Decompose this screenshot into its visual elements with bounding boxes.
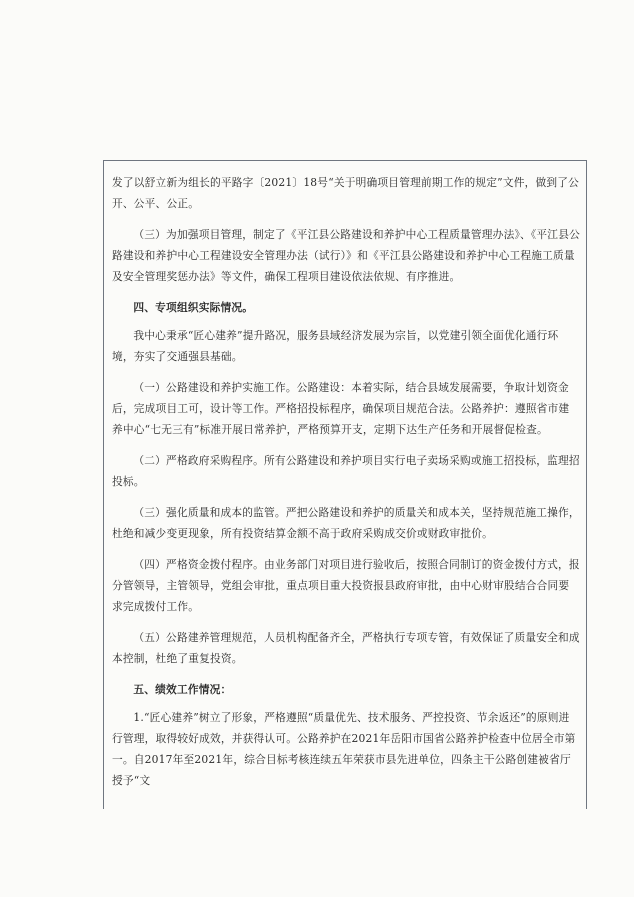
paragraph-continuation: 发了以舒立新为组长的平路字〔2021〕18号“关于明确项目管理前期工作的规定”文件，做到了公开、公平、公正。 (112, 176, 580, 210)
section-heading-special-organization: 四、专项组织实际情况。 (133, 301, 254, 314)
paragraph-project-management: （三）为加强项目管理，制定了《平江县公路建设和养护中心工程质量管理办法》、《平江县公路建设和养护中心工程建设安全管理办法（试行）》和《平江县公路建设和养护中心工程施工质量及安全管理奖惩办法》等文件，确保工程项目建设依法依规、有序推进。 (112, 228, 580, 283)
paragraph-management-standards: （五）公路建养管理规范，人员机构配备齐全，严格执行专项专管，有效保证了质量安全和成本控制，杜绝了重复投资。 (112, 631, 580, 665)
paragraph-center-mission: 我中心秉承“匠心建养”提升路况，服务县域经济发展为宗旨，以党建引领全面优化通行环境，夯实了交通强县基础。 (112, 329, 559, 363)
document-body (112, 172, 580, 791)
paragraph-construction-maintenance: （一）公路建设和养护实施工作。公路建设：本着实际，结合县域发展需要，争取计划资金后，完成项目工可，设计等工作。严格招投标程序，确保项目规范合法。公路养护：遵照省市建养中心“七无三有”标准开展日常养护，严格预算开支，定期下达生产任务和开展督促检查。 (112, 381, 570, 436)
section-heading-performance: 五、绩效工作情况： (133, 683, 232, 696)
paragraph-procurement: （二）严格政府采购程序。所有公路建设和养护项目实行电子卖场采购或施工招投标，监理招投标。 (112, 454, 580, 488)
paragraph-quality-cost: （三）强化质量和成本的监管。严把公路建设和养护的质量关和成本关，坚持规范施工操作，杜绝和减少变更现象，所有投资结算金额不高于政府采购成交价或财政审批价。 (112, 506, 580, 540)
paragraph-performance-results: 1.“匠心建养”树立了形象，严格遵照“质量优先、技术服务、严控投资、节余返还”的原则进行管理，取得较好成效，并获得认可。公路养护在2021年岳阳市国省公路养护检查中位居全市第一。自2017年至2021年，综合目标考核连续五年荣获市县先进单位，四条主干公路创建被省厅授予“文 (112, 711, 576, 787)
paragraph-fund-disbursement: （四）严格资金拨付程序。由业务部门对项目进行验收后，按照合同制订的资金拨付方式，报分管领导，主管领导，党组会审批，重点项目重大投资报县政府审批，由中心财审股结合合同要求完成拨付工作。 (112, 558, 580, 613)
